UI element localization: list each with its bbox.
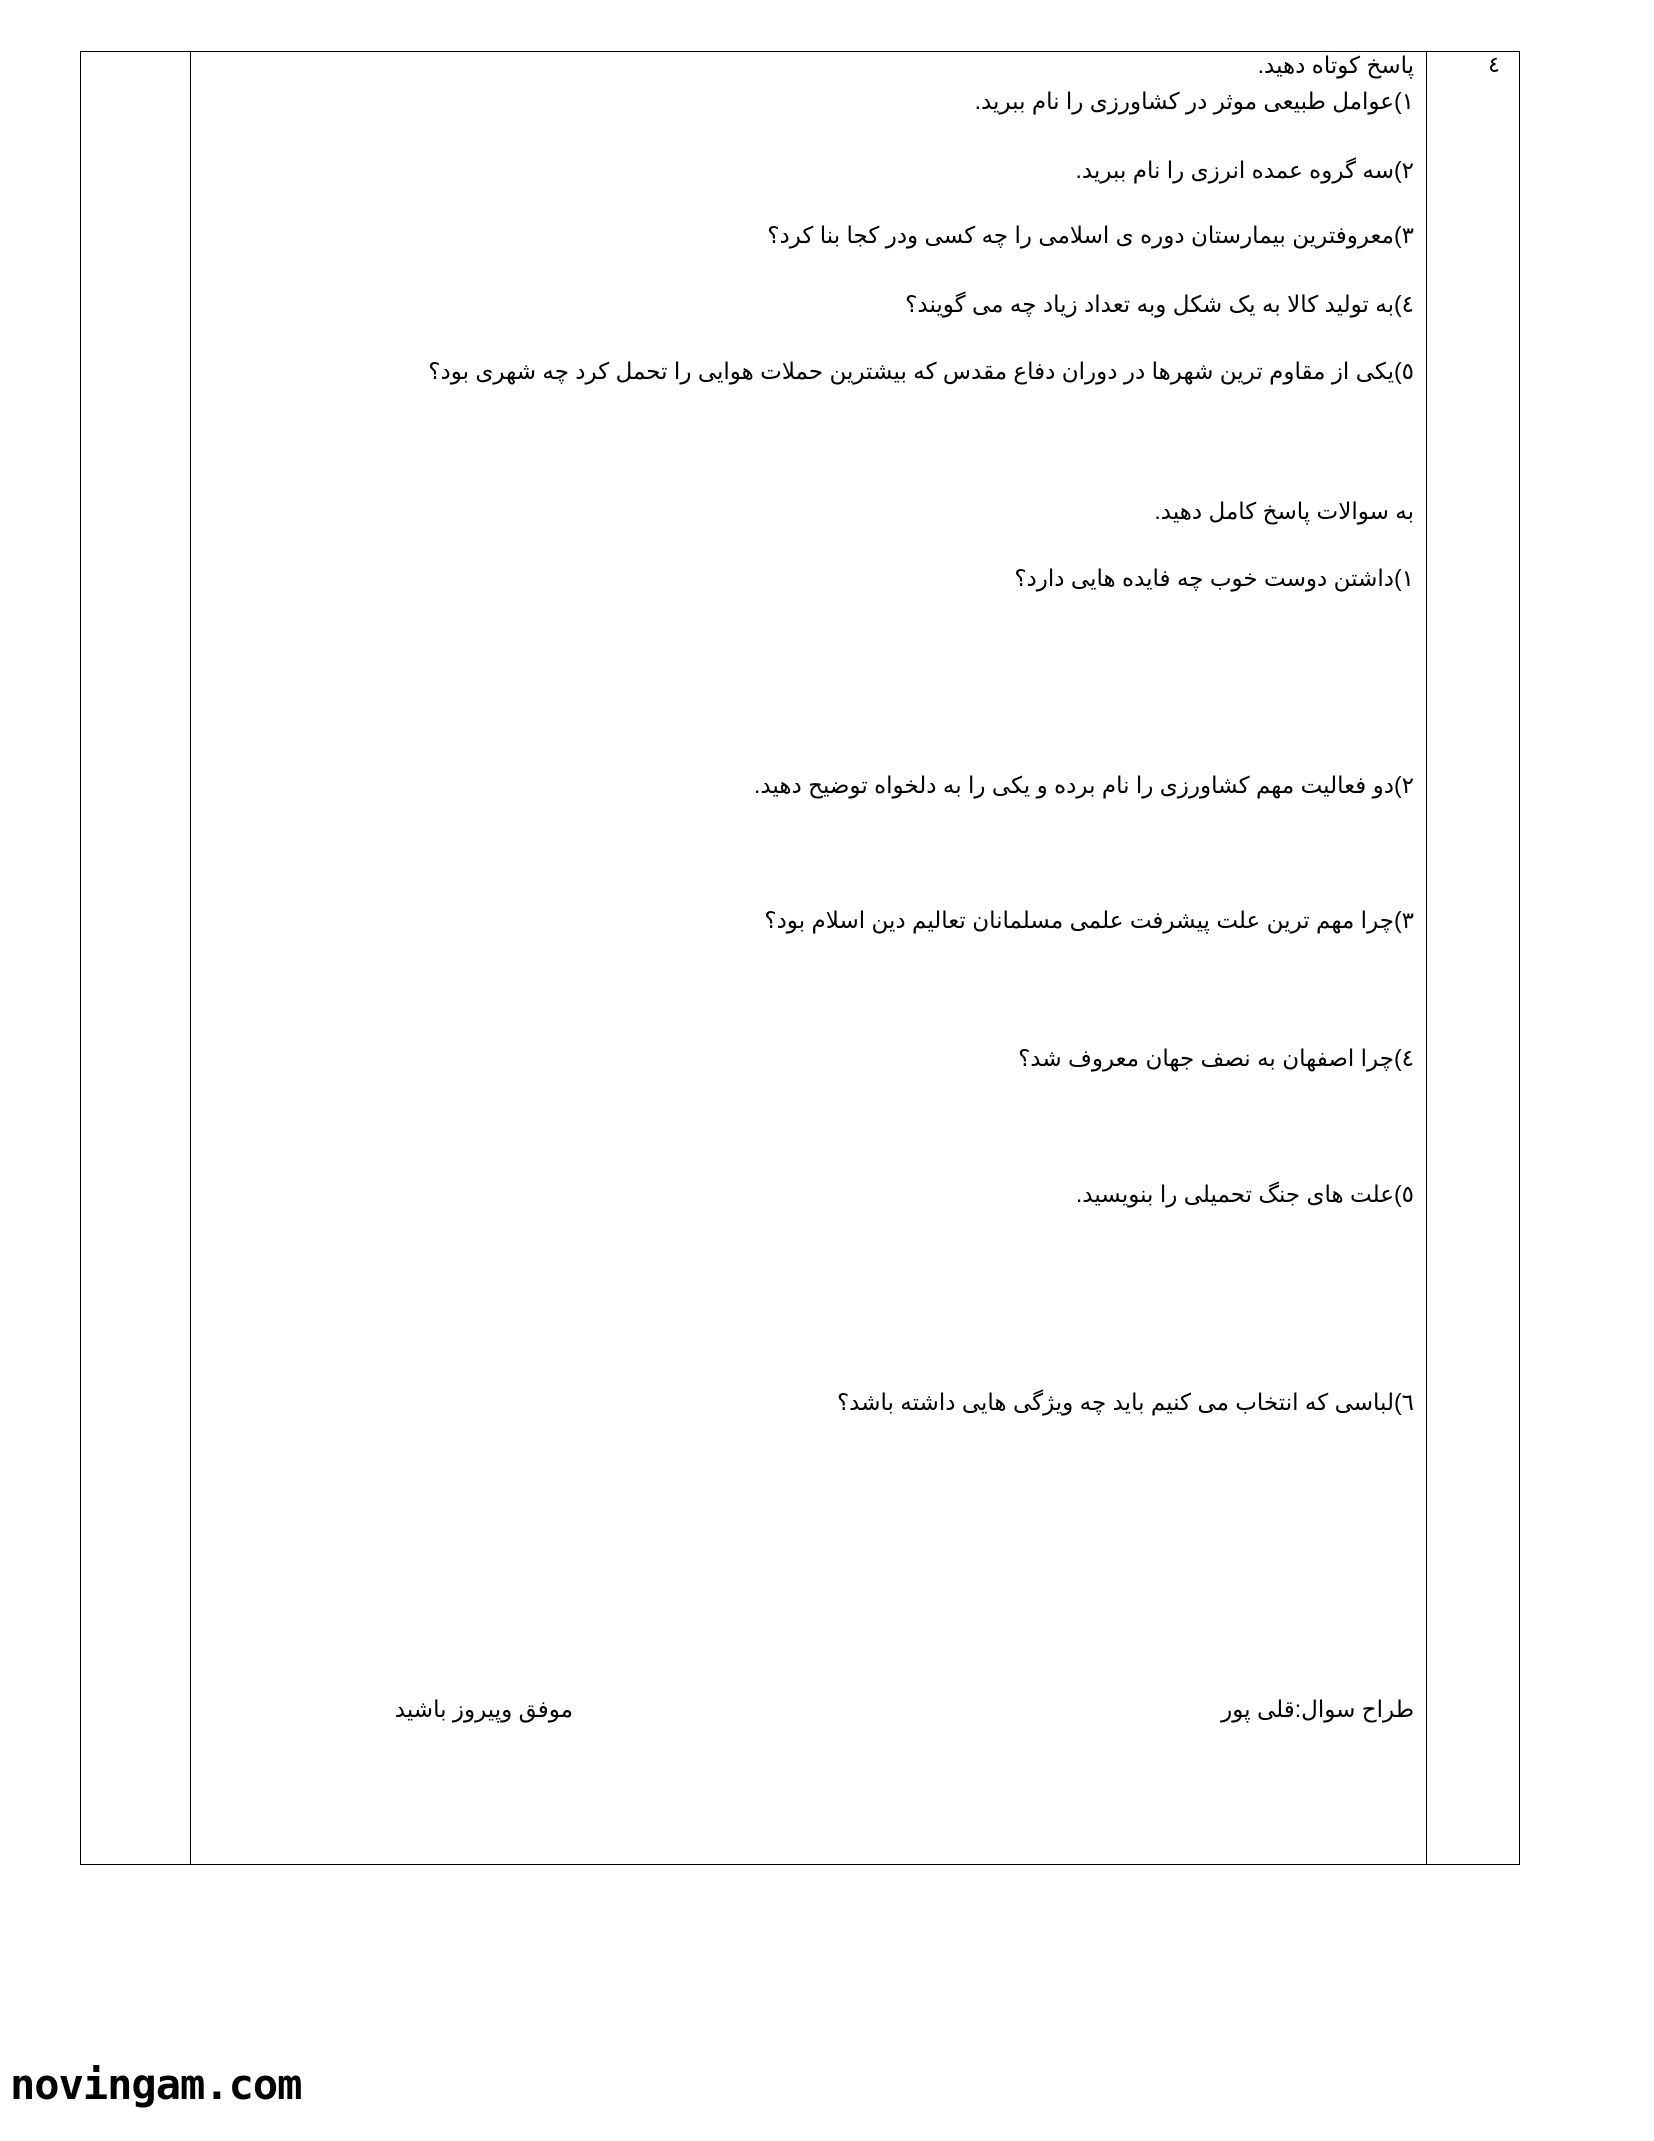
- site-watermark: novingam.com: [10, 2060, 302, 2109]
- short-answer-heading: پاسخ کوتاه دهید.: [1257, 52, 1414, 78]
- closing-wish: موفق وپیروز باشید: [394, 1696, 573, 1722]
- full-answer-heading: به سوالات پاسخ کامل دهید.: [1154, 498, 1414, 524]
- question-designer: طراح سوال:قلی پور: [1221, 1696, 1414, 1722]
- full-answer-item-4: ٤)چرا اصفهان به نصف جهان معروف شد؟: [1018, 1045, 1414, 1071]
- full-answer-item-1: ١)داشتن دوست خوب چه فایده هایی دارد؟: [1014, 565, 1414, 591]
- full-answer-item-5: ٥)علت های جنگ تحمیلی را بنویسید.: [1075, 1181, 1414, 1207]
- column-divider-right: [1426, 52, 1427, 1864]
- short-answer-item-1: ١)عوامل طبیعی موثر در کشاورزی را نام ببرید.: [974, 88, 1414, 114]
- question-number: ٤: [1488, 52, 1500, 77]
- full-answer-item-3: ٣)چرا مهم ترین علت پیشرفت علمی مسلمانان تعالیم دین اسلام بود؟: [764, 907, 1414, 933]
- short-answer-item-2: ٢)سه گروه عمده انرزی را نام ببرید.: [1075, 157, 1414, 183]
- short-answer-item-4: ٤)به تولید کالا به یک شکل وبه تعداد زیاد چه می گویند؟: [905, 291, 1414, 317]
- column-divider-left: [190, 52, 191, 1864]
- question-table: [80, 51, 1520, 1865]
- full-answer-item-6: ٦)لباسی که انتخاب می کنیم باید چه ویژگی هایی داشته باشد؟: [836, 1389, 1414, 1415]
- short-answer-item-3: ٣)معروفترین بیمارستان دوره ی اسلامی را چه کسی ودر کجا بنا کرد؟: [767, 222, 1414, 248]
- full-answer-item-2: ٢)دو فعالیت مهم کشاورزی را نام برده و یکی را به دلخواه توضیح دهید.: [753, 772, 1414, 798]
- short-answer-item-5: ٥)یکی از مقاوم ترین شهرها در دوران دفاع مقدس که بیشترین حملات هوایی را تحمل کرد چه شهری بود؟: [428, 358, 1414, 384]
